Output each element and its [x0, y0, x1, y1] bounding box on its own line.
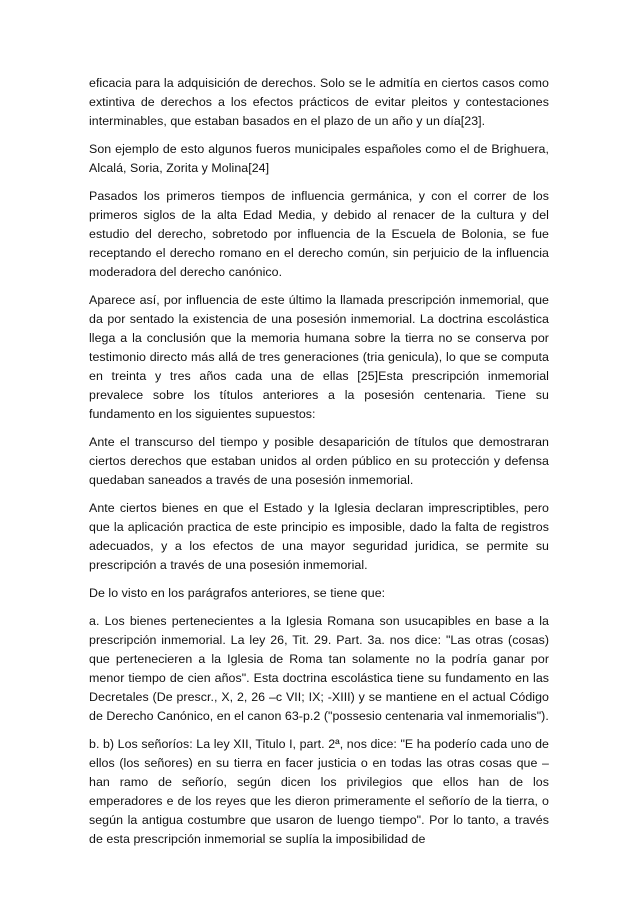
paragraph-immemorial-prescription: Aparece así, por influencia de este último la llamada prescripción inmemorial, que da por sentado la existencia de una posesión inmemorial. La doctrina escolástica llega a la conclusión que la memoria humana sobre la tierra no se conserva por testimonio directo más allá de tres generaciones (tria genicula), lo que se computa en treinta y tres años cada una de ellas [25]Esta prescripción inmemorial prevalece sobre los títulos anteriores a la posesión centenaria. Tiene su fundamento en los siguientes supuestos: — [89, 293, 549, 421]
paragraph-summary-intro: De lo visto en los parágrafos anteriores, se tiene que: — [89, 586, 386, 600]
paragraph-germanic-influence: Pasados los primeros tiempos de influencia germánica, y con el correr de los primeros siglos de la alta Edad Media, y debido al renacer de la cultura y del estudio del derecho, sobretodo por influencia de la Escuela de Bolonia, se fue receptando el derecho romano en el derecho común, sin perjuicio de la influencia moderadora del derecho canónico. — [89, 189, 549, 279]
paragraph-efficacy: eficacia para la adquisición de derechos. Solo se le admitía en ciertos casos como extintiva de derechos a los efectos prácticos de evitar pleitos y contestaciones interminables, que estaban basados en el plazo de un año y un día[23]. — [89, 76, 549, 128]
paragraph-item-b: b. b) Los señoríos: La ley XII, Titulo I, part. 2ª, nos dice: "E ha poderío cada uno de ellos (los señores) en su tierra en facer justicia o en todas las otras cosas que –han ramo de señorío, según dicen los privilegios que ellos han de los emperadores e de los reyes que les dieron primeramente el señorío de la tierra, o según la antigua costumbre que usaron de luengo tiempo". Por lo tanto, a través de esta prescripción inmemorial se suplía la imposibilidad de — [89, 737, 549, 846]
document-page — [89, 74, 549, 858]
paragraph-fueros: Son ejemplo de esto algunos fueros municipales españoles como el de Brighuera, Alcalá, Soria, Zorita y Molina[24] — [89, 142, 549, 175]
paragraph-state-church-assets: Ante ciertos bienes en que el Estado y la Iglesia declaran imprescriptibles, pero que la aplicación practica de este principio es imposible, dado la falta de registros adecuados, y a los efectos de una mayor seguridad juridica, se permite su prescripción a través de una posesión inmemorial. — [89, 501, 549, 572]
paragraph-item-a: a. Los bienes pertenecientes a la Iglesia Romana son usucapibles en base a la prescripción inmemorial. La ley 26, Tit. 29. Part. 3a. nos dice: "Las otras (cosas) que pertenecieren a la Iglesia de Roma tan solamente no la podría ganar por menor tiempo de cien años". Esta doctrina escolástica tiene su fundamento en las Decretales (De prescr., X, 2, 26 –c VII; IX; -XIII) y se mantiene en el actual Código de Derecho Canónico, en el canon 63-p.2 ("possesio centenaria val inmemorialis"). — [89, 614, 549, 723]
paragraph-passage-of-time: Ante el transcurso del tiempo y posible desaparición de títulos que demostraran ciertos derechos que estaban unidos al orden público en su protección y defensa quedaban saneados a través de una posesión inmemorial. — [89, 435, 549, 487]
